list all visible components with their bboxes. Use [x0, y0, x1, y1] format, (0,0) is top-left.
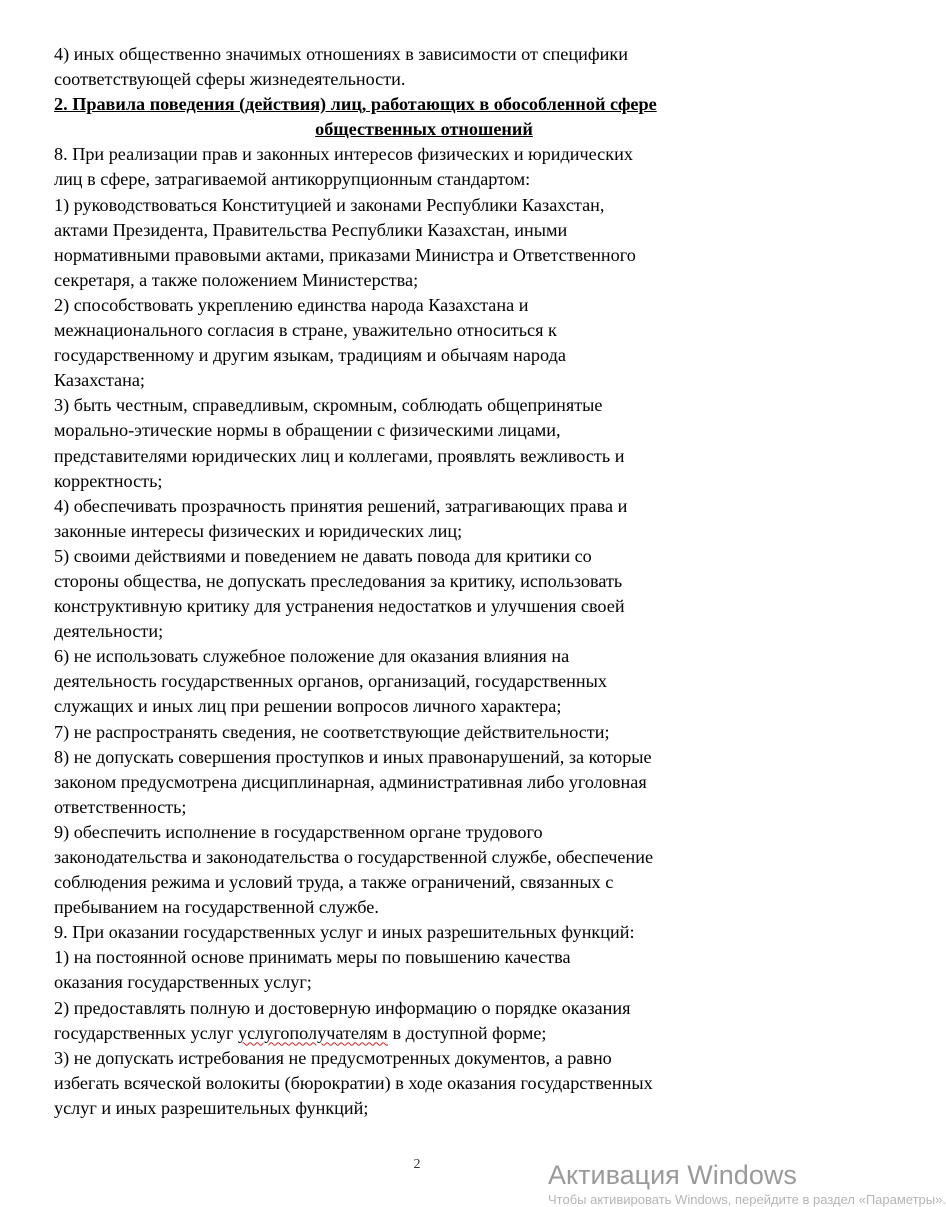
text-line: оказания государственных услуг; [54, 972, 312, 993]
text-line: 8. При реализации прав и законных интересов физических и юридических [54, 144, 633, 165]
text-line-spellcheck: государственных услуг услугополучателям в доступной форме; [54, 1022, 547, 1043]
spelling-error[interactable]: услугополучателям [238, 1022, 388, 1043]
text-line: услуг и иных разрешительных функций; [54, 1097, 369, 1118]
text-line: конструктивную критику для устранения недостатков и улучшения своей [54, 596, 625, 617]
windows-activation-subtitle: Чтобы активировать Windows, перейдите в раздел «Параметры». [548, 1192, 946, 1207]
document-page [54, 42, 794, 1121]
text-line: 8) не допускать совершения проступков и иных правонарушений, за которые [54, 746, 652, 767]
text-line: пребыванием на государственной службе. [54, 897, 379, 918]
text-line: 6) не использовать служебное положение для оказания влияния на [54, 646, 570, 667]
text-line: 4) иных общественно значимых отношениях в зависимости от специфики [54, 44, 628, 64]
text-line: морально-этические нормы в обращении с физическими лицами, [54, 420, 561, 441]
windows-activation-watermark: Активация Windows [548, 1160, 797, 1190]
text-line: деятельности; [54, 621, 164, 642]
text-line: секретаря, а также положением Министерства; [54, 269, 419, 290]
text-line: служащих и иных лиц при решении вопросов личного характера; [54, 696, 562, 717]
text-line: Казахстана; [54, 370, 145, 391]
text-line: соблюдения режима и условий труда, а также ограничений, связанных с [54, 872, 614, 893]
text-line: актами Президента, Правительства Республики Казахстан, иными [54, 219, 568, 240]
text-line: деятельность государственных органов, организаций, государственных [54, 671, 607, 692]
body-text [54, 142, 794, 1020]
text-line: представителями юридических лиц и коллегами, проявлять вежливость и [54, 445, 625, 466]
text-line: 4) обеспечивать прозрачность принятия решений, затрагивающих права и [54, 495, 628, 516]
text-line: 2) предоставлять полную и достоверную информацию о порядке оказания [54, 997, 631, 1018]
text-line: соответствующей сферы жизнедеятельности. [54, 69, 406, 90]
text-line: 3) не допускать истребования не предусмотренных документов, а равно [54, 1047, 612, 1068]
text-line: 3) быть честным, справедливым, скромным, соблюдать общепринятые [54, 395, 603, 416]
text-line: 9. При оказании государственных услуг и иных разрешительных функций: [54, 922, 635, 943]
text-line: 7) не распространять сведения, не соответствующие действительности; [54, 721, 610, 742]
text-line: законодательства и законодательства о государственной службе, обеспечение [54, 847, 654, 867]
text-line: межнационального согласия в стране, уважительно относиться к [54, 320, 557, 341]
text-line: избегать всяческой волокиты (бюрократии) в ходе оказания государственных [54, 1072, 653, 1093]
text-line: государственному и другим языкам, традициям и обычаям народа [54, 345, 566, 366]
text-line: 1) на постоянной основе принимать меры по повышению качества [54, 947, 571, 968]
text-line: корректность; [54, 470, 163, 491]
text-line: 2) способствовать укреплению единства народа Казахстана и [54, 294, 529, 315]
page-number: 2 [413, 1157, 421, 1172]
text-line: лиц в сфере, затрагиваемой антикоррупционным стандартом: [54, 169, 531, 190]
text-line: нормативными правовыми актами, приказами Министра и Ответственного [54, 244, 636, 265]
text-line: 9) обеспечить исполнение в государственном органе трудового [54, 821, 543, 842]
text-line: 5) своими действиями и поведением не давать повода для критики со [54, 545, 592, 566]
text-line: стороны общества, не допускать преследования за критику, использовать [54, 570, 623, 591]
section-heading: 2. Правила поведения (действия) лиц, работающих в обособленной сфере [54, 94, 657, 115]
section-heading: общественных отношений [315, 119, 533, 140]
text-line: законом предусмотрена дисциплинарная, административная либо уголовная [54, 771, 647, 792]
text-line: 1) руководствоваться Конституцией и законами Республики Казахстан, [54, 194, 605, 215]
text-line: ответственность; [54, 796, 187, 817]
text-line: законные интересы физических и юридических лиц; [54, 520, 463, 541]
